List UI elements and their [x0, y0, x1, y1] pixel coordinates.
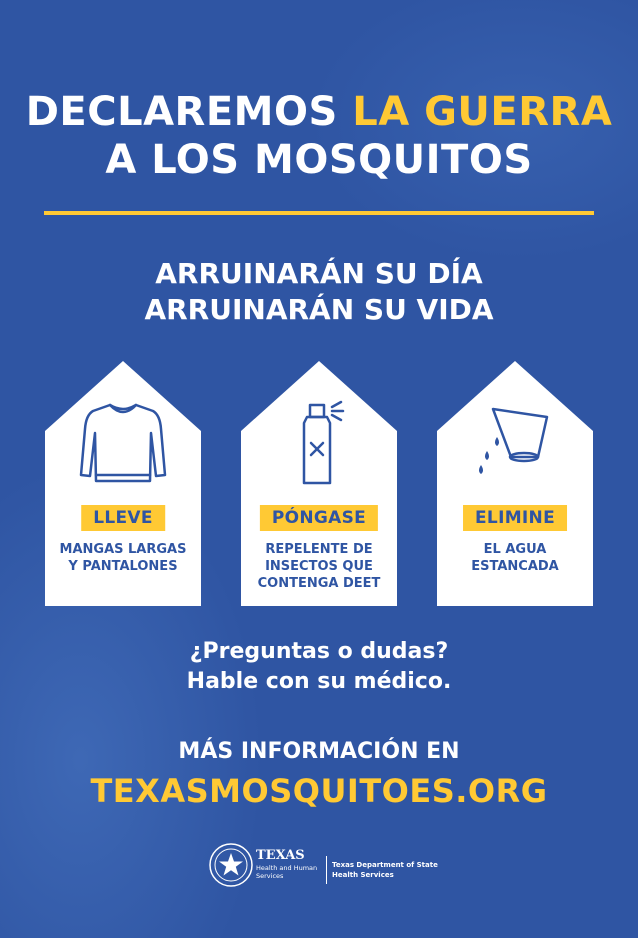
more-info-label: MÁS INFORMACIÓN EN	[178, 739, 460, 764]
hhs-sub-line: Services	[256, 872, 284, 880]
headline-line-1	[0, 88, 638, 136]
card-wear	[45, 361, 201, 606]
headline-highlight: LA GUERRA	[352, 89, 613, 135]
card-eliminate	[437, 361, 593, 606]
subheadline-line-1: ARRUINARÁN SU DÍA	[155, 257, 483, 290]
dshs-line: Texas Department of State	[332, 861, 438, 869]
card-description	[45, 541, 201, 575]
question-line-2: Hable con su médico.	[186, 669, 452, 694]
card-desc-line: ESTANCADA	[471, 559, 559, 574]
subheadline-line-2: ARRUINARÁN SU VIDA	[144, 293, 494, 326]
hhs-sub-line: Health and Human	[256, 864, 318, 872]
question-text	[0, 637, 638, 697]
card-desc-line: REPELENTE DE	[265, 542, 373, 557]
website-link[interactable]: TEXASMOSQUITOES.ORG	[90, 772, 548, 810]
logo-divider	[326, 856, 327, 884]
subheadline	[0, 256, 638, 328]
headline-line-2: A LOS MOSQUITOS	[105, 137, 533, 183]
card-label: ELIMINE	[463, 505, 567, 531]
texas-seal-icon	[208, 842, 254, 888]
card-description	[241, 541, 397, 592]
divider-rule	[44, 211, 594, 215]
repellent-spray-icon	[241, 399, 397, 489]
card-desc-line: MANGAS LARGAS	[59, 542, 187, 557]
card-desc-line: INSECTOS QUE	[265, 559, 373, 574]
card-desc-line: CONTENGA DEET	[257, 576, 381, 591]
hhs-logo-title: TEXAS	[256, 848, 305, 863]
hhs-logo-subtitle	[256, 864, 326, 880]
tipping-bucket-icon	[437, 399, 593, 489]
question-line-1: ¿Preguntas o dudas?	[189, 639, 449, 664]
card-label: PÓNGASE	[260, 505, 378, 531]
card-description	[437, 541, 593, 575]
headline	[0, 88, 638, 184]
long-sleeve-shirt-icon	[45, 399, 201, 489]
card-apply	[241, 361, 397, 606]
card-label: LLEVE	[81, 505, 165, 531]
headline-text: DECLAREMOS	[25, 89, 353, 135]
footer-logos	[208, 842, 438, 890]
dshs-logo-text	[332, 860, 442, 880]
card-desc-line: EL AGUA	[483, 542, 547, 557]
dshs-line: Health Services	[332, 871, 394, 879]
card-desc-line: Y PANTALONES	[68, 559, 178, 574]
